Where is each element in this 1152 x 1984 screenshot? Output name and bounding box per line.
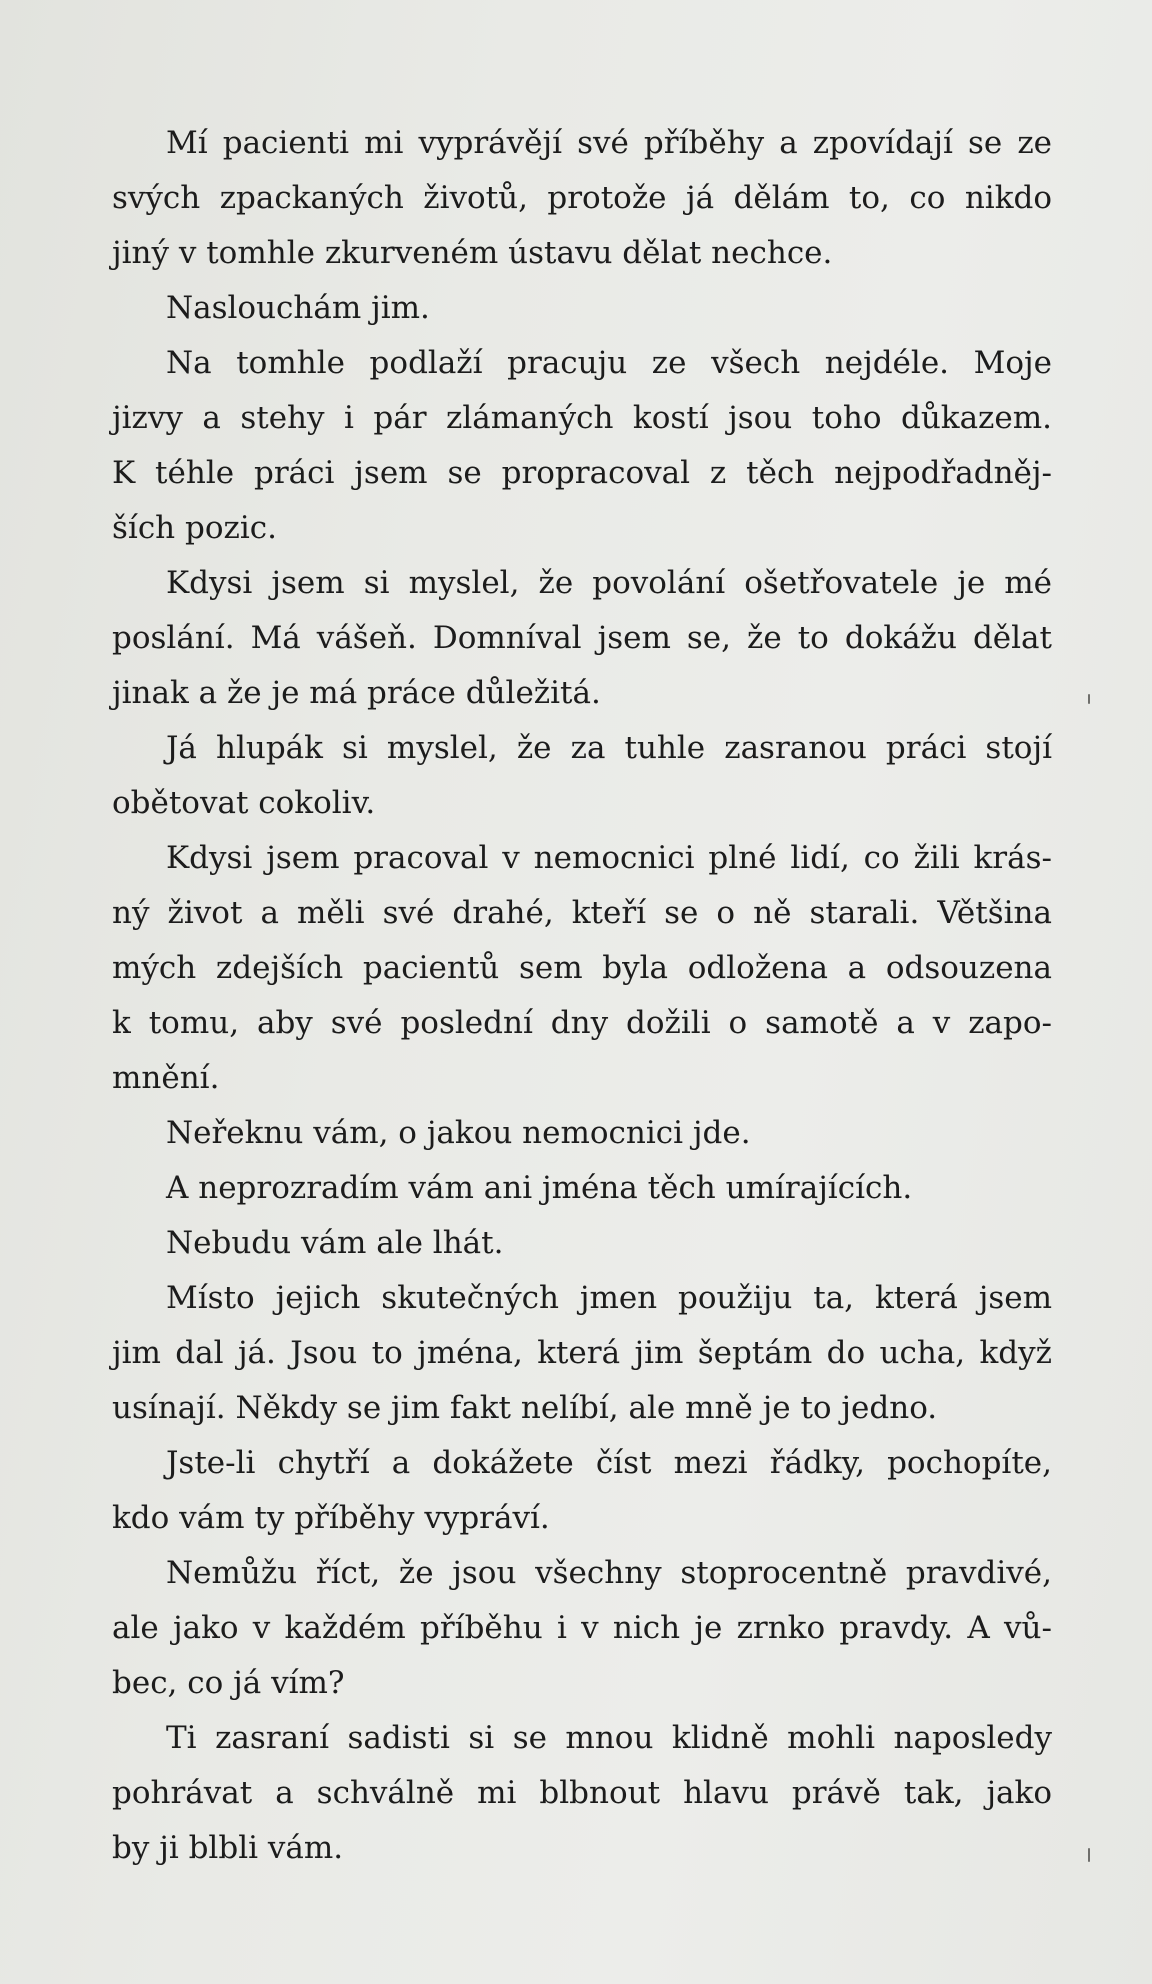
text-line: Naslouchám jim. (166, 290, 430, 326)
text-line: svých zpackaných životů, protože já dělám to, co nikdo (112, 180, 1052, 216)
text-line: Nemůžu říct, že jsou všechny stoprocentně pravdivé, (166, 1555, 1052, 1591)
paragraph (112, 721, 1052, 831)
paragraph (112, 116, 1052, 281)
paragraph (112, 556, 1052, 721)
paragraph (112, 336, 1052, 556)
paragraph (112, 1711, 1052, 1876)
page-body-text (112, 116, 1052, 1876)
text-line: Místo jejich skutečných jmen použiju ta, která jsem (166, 1280, 1052, 1316)
page-edge-mark (1088, 1848, 1090, 1862)
text-line: Na tomhle podlaží pracuju ze všech nejdéle. Moje (166, 345, 1052, 381)
paragraph (112, 1161, 1052, 1216)
text-line: Jste-li chytří a dokážete číst mezi řádky, pochopíte, (166, 1445, 1052, 1481)
text-line: bec, co já vím? (112, 1665, 345, 1701)
text-line: mých zdejších pacientů sem byla odložena a odsouzena (112, 950, 1052, 986)
text-line: Neřeknu vám, o jakou nemocnici jde. (166, 1115, 751, 1151)
text-line: by ji blbli vám. (112, 1830, 344, 1866)
text-line: ný život a měli své drahé, kteří se o ně starali. Většina (112, 895, 1052, 931)
text-line: jiný v tomhle zkurveném ústavu dělat nechce. (112, 235, 833, 271)
text-line: Ti zasraní sadisti si se mnou klidně mohli naposledy (166, 1720, 1052, 1756)
text-line: pohrávat a schválně mi blbnout hlavu právě tak, jako (112, 1775, 1052, 1811)
text-line: kdo vám ty příběhy vypráví. (112, 1500, 550, 1536)
text-line: Kdysi jsem si myslel, že povolání ošetřovatele je mé (166, 565, 1052, 601)
page-edge-mark (1088, 694, 1090, 704)
text-line: jim dal já. Jsou to jména, která jim šeptám do ucha, když (112, 1335, 1052, 1371)
text-line: poslání. Má vášeň. Domníval jsem se, že to dokážu dělat (112, 620, 1052, 656)
paragraph (112, 281, 1052, 336)
paragraph (112, 1436, 1052, 1546)
paragraph (112, 1271, 1052, 1436)
text-line: mnění. (112, 1060, 220, 1096)
text-line: Mí pacienti mi vyprávějí své příběhy a zpovídají se ze (166, 125, 1052, 161)
text-line: jinak a že je má práce důležitá. (112, 675, 601, 711)
paragraph (112, 1106, 1052, 1161)
paragraph (112, 1546, 1052, 1711)
text-line: ale jako v každém příběhu i v nich je zrnko pravdy. A vů- (112, 1610, 1052, 1646)
text-line: Já hlupák si myslel, že za tuhle zasranou práci stojí (166, 730, 1052, 766)
text-line: K téhle práci jsem se propracoval z těch nejpodřadněj- (112, 455, 1052, 491)
text-line: A neprozradím vám ani jména těch umírajících. (166, 1170, 913, 1206)
paragraph (112, 1216, 1052, 1271)
text-line: jizvy a stehy i pár zlámaných kostí jsou toho důkazem. (112, 400, 1052, 436)
text-line: obětovat cokoliv. (112, 785, 376, 821)
text-line: Kdysi jsem pracoval v nemocnici plné lidí, co žili krás- (166, 840, 1052, 876)
paragraph (112, 831, 1052, 1106)
text-line: k tomu, aby své poslední dny dožili o samotě a v zapo- (112, 1005, 1052, 1041)
text-line: usínají. Někdy se jim fakt nelíbí, ale mně je to jedno. (112, 1390, 938, 1426)
text-line: Nebudu vám ale lhát. (166, 1225, 504, 1261)
text-line: ších pozic. (112, 510, 277, 546)
